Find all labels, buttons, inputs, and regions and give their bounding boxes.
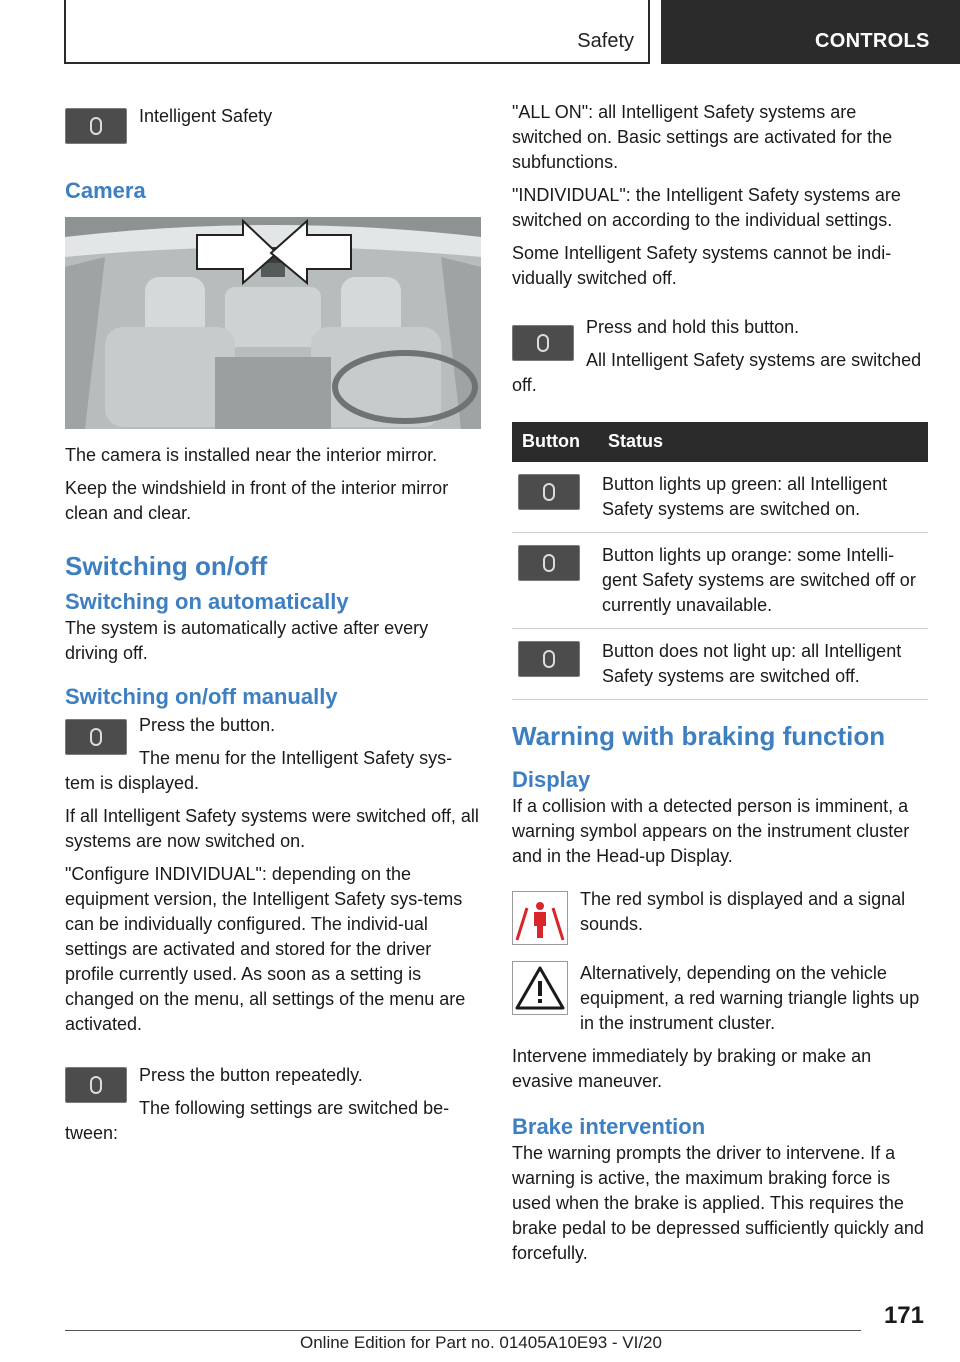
brake-heading: Brake intervention	[512, 1114, 706, 1139]
table-header-button: Button	[512, 422, 598, 462]
repeat-line-2: The following settings are switched be‐tween:	[65, 1098, 450, 1143]
table-header-status: Status	[598, 422, 928, 462]
alt-triangle-text: Alternatively, depending on the vehicle equipment, a red warning triangle lights up in the instrument cluster.	[580, 963, 920, 1033]
intelligent-safety-button-icon	[518, 545, 580, 581]
intervene-text: Intervene immediately by braking or make an evasive maneuver.	[512, 1046, 872, 1091]
table-row	[512, 462, 928, 533]
table-header-row	[512, 422, 928, 462]
right-column	[512, 100, 928, 1274]
intelligent-safety-button-icon	[518, 641, 580, 677]
switching-heading: Switching on/off	[65, 551, 268, 581]
section-title: Safety	[577, 30, 634, 52]
page-number: 171	[883, 1302, 924, 1329]
intelligent-safety-button-icon	[512, 325, 574, 361]
table-cell-status: Button does not light up: all Intelligent Safety systems are switched off.	[598, 629, 928, 700]
individual-text: "INDIVIDUAL": the Intelligent Safety systems are switched on according to the individual settings.	[512, 185, 901, 230]
display-text: If a collision with a detected person is imminent, a warning symbol appears on the instrument cluster and in the Head-up Display.	[512, 796, 910, 866]
camera-text-1: The camera is installed near the interior mirror.	[65, 445, 438, 465]
some-cannot-text: Some Intelligent Safety systems cannot be indi‐vidually switched off.	[512, 243, 892, 288]
pedestrian-warning-icon	[512, 891, 568, 945]
manual-button-line-2: The menu for the Intelligent Safety sys‐tem is displayed.	[65, 748, 453, 793]
manual-text-2: "Configure INDIVIDUAL": depending on the equipment version, the Intelligent Safety sys‐tems can be individually configured. The individ‐ual settings are activated and stored for the driver profile currently used. As soon as a setting is changed on the menu, all settings of the menu are activated.	[65, 864, 466, 1034]
header-frame	[64, 0, 650, 64]
manual-button-line-1: Press the button.	[139, 715, 276, 735]
manual-text-1: If all Intelligent Safety systems were switched off, all systems are now switched on.	[65, 806, 479, 851]
camera-heading: Camera	[65, 178, 146, 203]
intelligent-safety-button-icon	[65, 1067, 127, 1103]
display-heading: Display	[512, 767, 591, 792]
auto-heading: Switching on automatically	[65, 589, 349, 614]
red-symbol-text: The red symbol is displayed and a signal sounds.	[580, 889, 906, 934]
table-row	[512, 629, 928, 700]
table-cell-status: Button lights up green: all Intelligent Safety systems are switched on.	[598, 462, 928, 533]
repeat-line-1: Press the button repeatedly.	[139, 1065, 363, 1085]
auto-text: The system is automatically active after every driving off.	[65, 618, 429, 663]
warning-triangle-icon	[512, 961, 568, 1015]
hold-line-1: Press and hold this button.	[586, 317, 800, 337]
warning-heading: Warning with braking function	[512, 721, 886, 751]
footer-divider	[65, 1330, 861, 1331]
camera-illustration	[65, 217, 481, 429]
hold-line-2: All Intelligent Safety systems are switched off.	[512, 350, 922, 395]
chapter-tab: CONTROLS	[661, 0, 960, 64]
manual-heading: Switching on/off manually	[65, 684, 338, 709]
car-interior-image	[65, 217, 481, 429]
intelligent-safety-button-icon	[65, 719, 127, 755]
intelligent-safety-button-icon	[518, 474, 580, 510]
footer-edition: Online Edition for Part no. 01405A10E93 - VI/20	[300, 1333, 662, 1352]
intro-button-label: Intelligent Safety	[139, 106, 273, 126]
intelligent-safety-button-icon	[65, 108, 127, 144]
all-on-text: "ALL ON": all Intelligent Safety systems are switched on. Basic settings are activated for the subfunctions.	[512, 102, 893, 172]
button-status-table	[512, 422, 928, 700]
table-cell-status: Button lights up orange: some Intelli‐gent Safety systems are switched off or currently unavailable.	[598, 533, 928, 629]
table-row	[512, 533, 928, 629]
camera-text-2: Keep the windshield in front of the interior mirror clean and clear.	[65, 478, 449, 523]
brake-text: The warning prompts the driver to intervene. If a warning is active, the maximum braking force is used when the brake is applied. This requires the brake pedal to be depressed sufficiently quickly and forcefully.	[512, 1143, 924, 1263]
left-column	[65, 100, 481, 1154]
